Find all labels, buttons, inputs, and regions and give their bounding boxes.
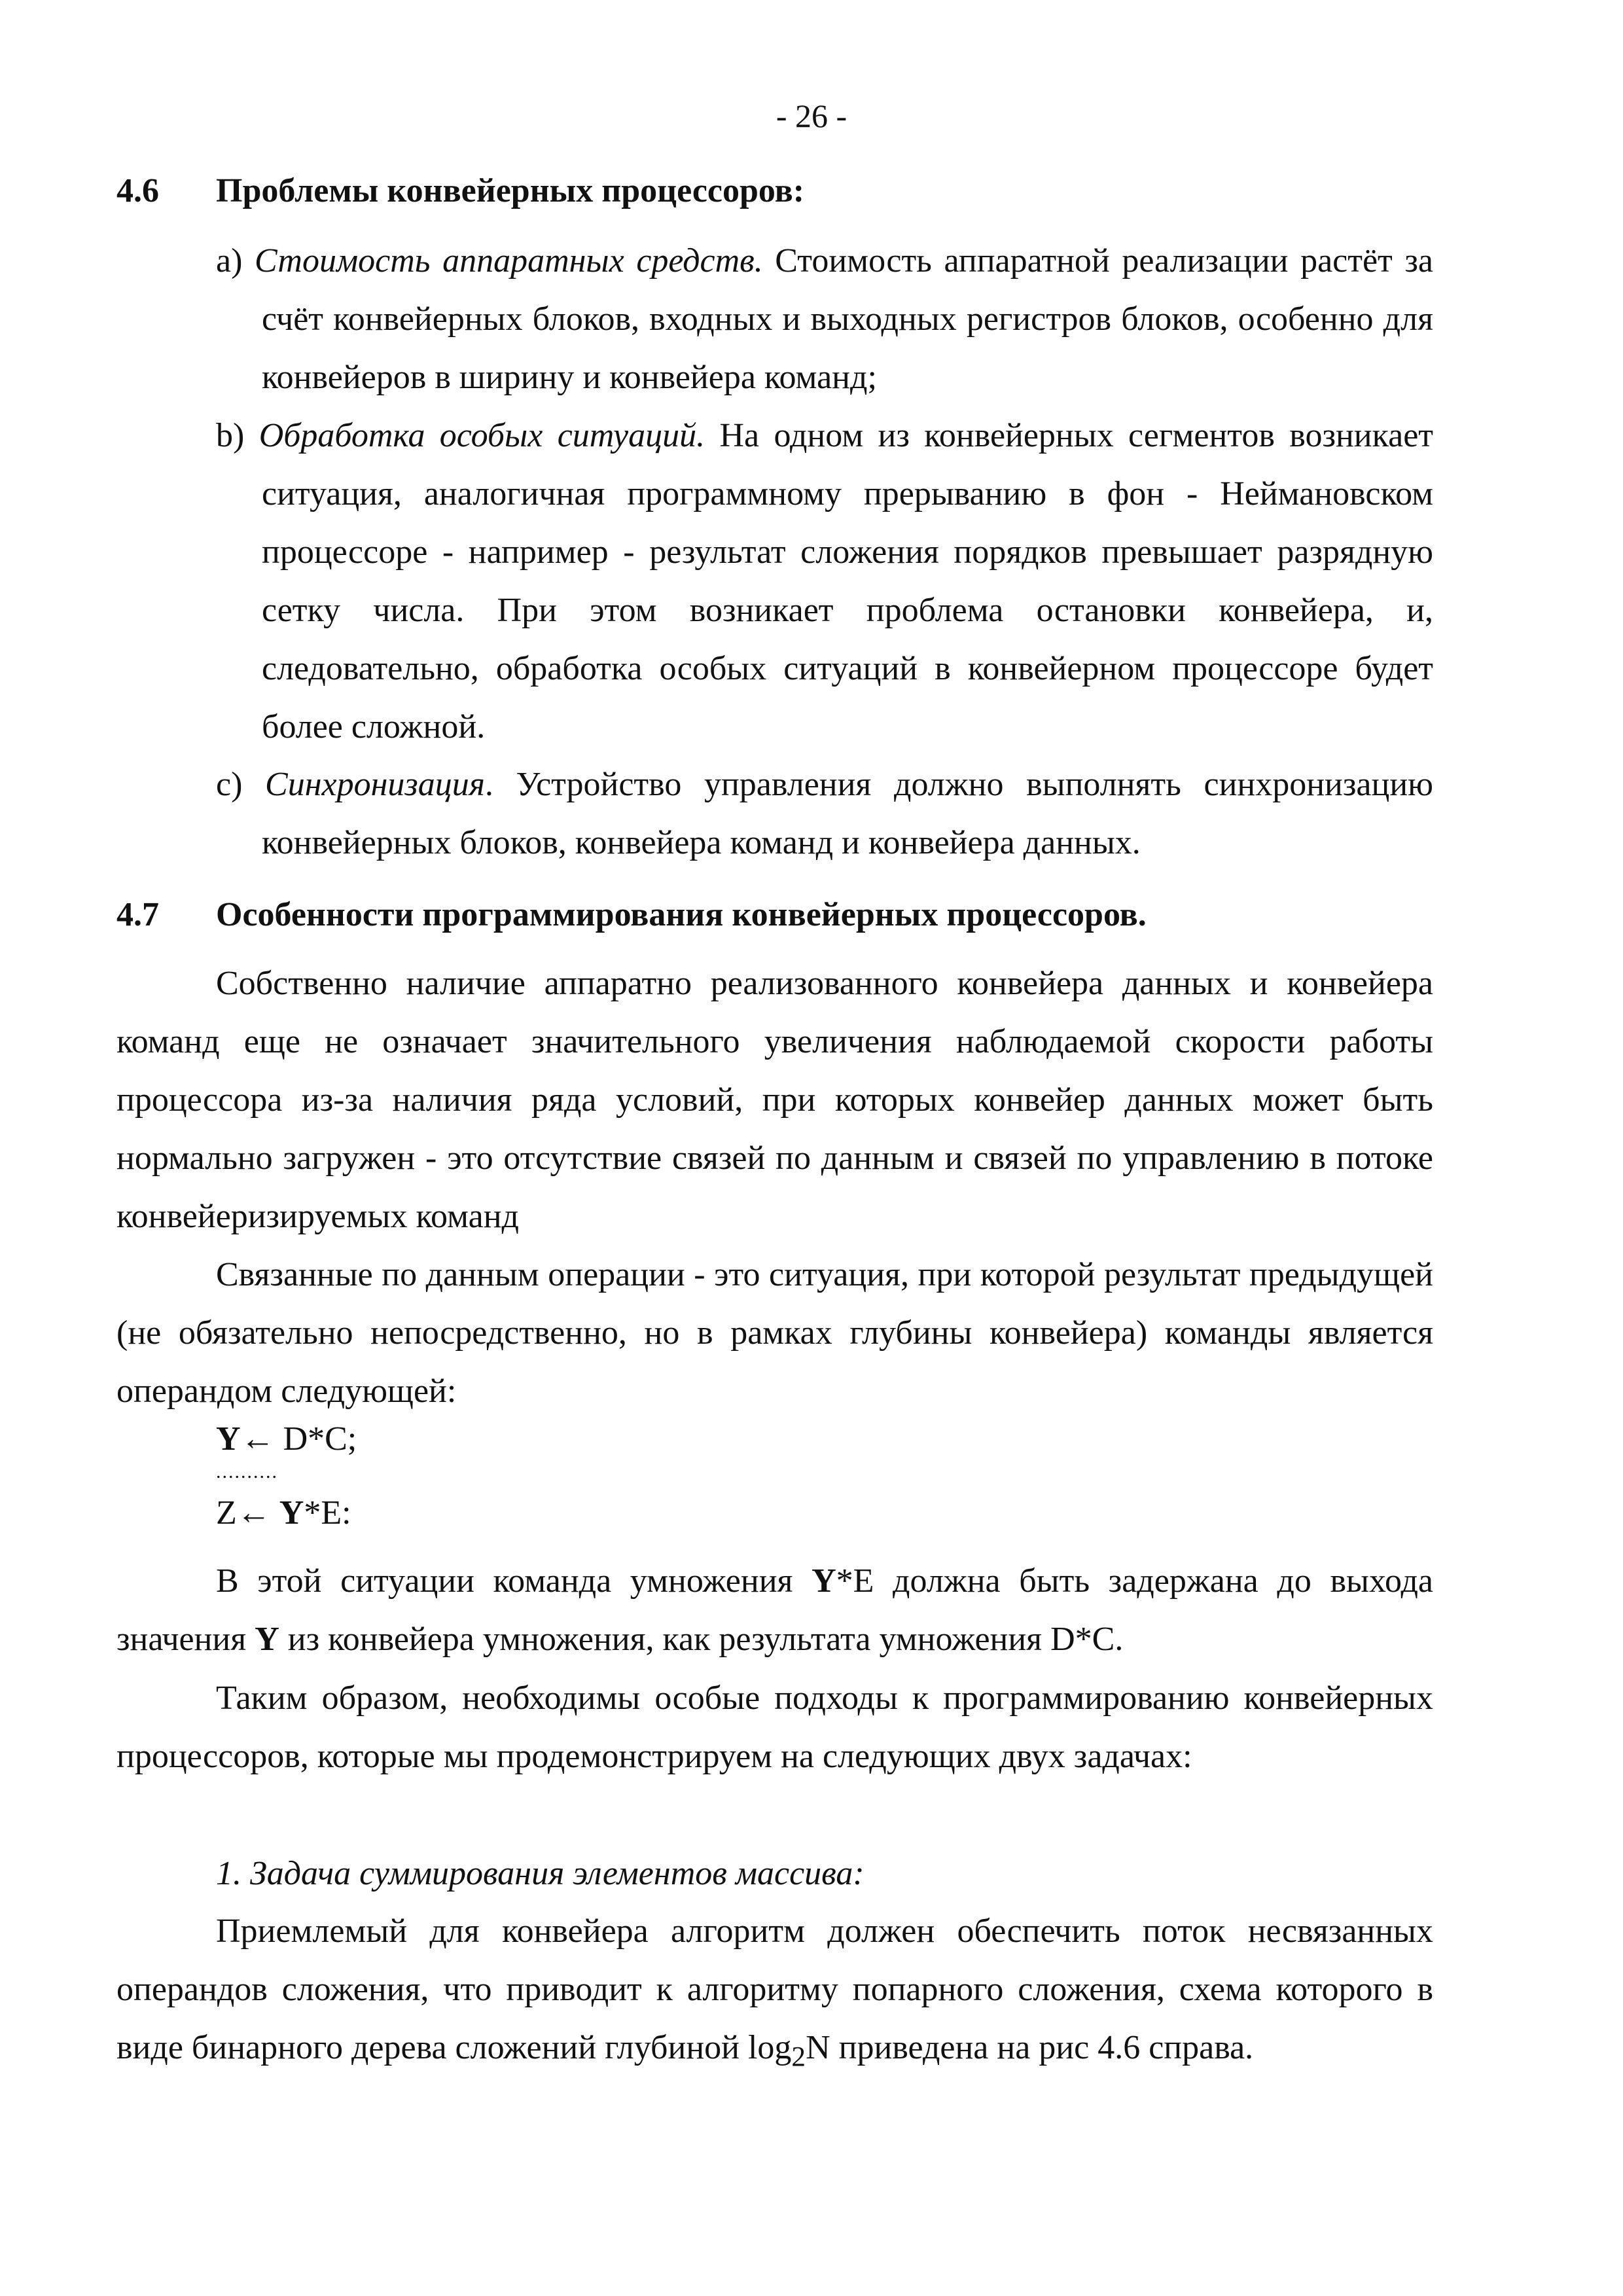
- list-term: Стоимость аппаратных средств.: [255, 242, 763, 279]
- task-heading: 1. Задача суммирования элементов массива:: [216, 1855, 865, 1892]
- list-term: Синхронизация: [265, 766, 485, 803]
- text-run: *E должна быть задержана до выхода значения: [116, 1562, 1434, 1658]
- code-var: Y: [216, 1420, 241, 1458]
- arrow-icon: ←: [240, 1420, 275, 1458]
- code-var: Y: [279, 1494, 304, 1532]
- section-heading-4-6: [116, 171, 804, 210]
- section-number: 4.6: [116, 172, 159, 209]
- list-text: На одном из конвейерных сегментов возникает ситуация, аналогичная программному прерыванию в фон - Неймановском процессоре - например - результат сложения порядков превышает разрядную сетку числа. При этом возникает проблема остановки конвейера, и, следовательно, обработка особых ситуаций в конвейерном процессоре будет более сложной.: [262, 417, 1433, 745]
- list-item-b: [216, 406, 1433, 756]
- text-run: Приемлемый для конвейера алгоритм должен обеспечить поток несвязанных операндов сложения, что приводит к алгоритму попарного сложения, схема которого в виде бинарного дерева сложений глубиной log: [116, 1912, 1433, 2066]
- text-run: N приведена на рис 4.6 справа.: [806, 2029, 1254, 2066]
- list-term: Обработка особых ситуаций.: [259, 417, 705, 454]
- paragraph-2: Связанные по данным операции - это ситуация, при которой результат предыдущей (не обязательно непосредственно, но в рамках глубины конвейера) команды является операндом следующей:: [116, 1256, 1433, 1410]
- list-marker: a): [216, 242, 243, 279]
- code-line-1: [216, 1420, 357, 1458]
- code-lhs: Z: [216, 1494, 237, 1532]
- section-title: Проблемы конвейерных процессоров:: [216, 172, 805, 209]
- paragraph-5: [116, 1902, 1433, 2086]
- list-item-a: [216, 232, 1433, 406]
- list-text: Стоимость аппаратной реализации растёт за счёт конвейерных блоков, входных и выходных регистров блоков, особенно для конвейеров в ширину и конвейера команд;: [262, 242, 1433, 396]
- text-run-bold: Y: [812, 1562, 836, 1600]
- arrow-icon: ←: [236, 1494, 271, 1532]
- page-number: - 26 -: [776, 98, 847, 134]
- ellipsis-dots: ..........: [216, 1461, 278, 1482]
- list-marker: b): [216, 417, 245, 454]
- code-line-2: [216, 1494, 351, 1532]
- code-expr: *E:: [304, 1494, 351, 1532]
- list-text: . Устройство управления должно выполнять синхронизацию конвейерных блоков, конвейера команд и конвейера данных.: [262, 766, 1434, 861]
- section-title: Особенности программирования конвейерных процессоров.: [216, 896, 1147, 933]
- text-run: В этой ситуации команда умножения: [216, 1562, 812, 1600]
- text-run: из конвейера умножения, как результата умножения D*C.: [279, 1621, 1124, 1658]
- subscript: 2: [791, 2041, 806, 2073]
- section-number: 4.7: [116, 896, 159, 933]
- paragraph-4: Таким образом, необходимы особые подходы к программированию конвейерных процессоров, которые мы продемонстрируем на следующих двух задачах:: [116, 1679, 1433, 1775]
- list-item-c: [216, 755, 1433, 872]
- text-run-bold: Y: [255, 1621, 279, 1658]
- section-heading-4-7: [116, 895, 1147, 934]
- paragraph-3: [116, 1552, 1433, 1668]
- code-expr: D*C;: [274, 1420, 357, 1458]
- list-marker: c): [216, 766, 243, 803]
- paragraph-1: Собственно наличие аппаратно реализованного конвейера данных и конвейера команд еще не означает значительного увеличения наблюдаемой скорости работы процессора из-за наличия ряда условий, при которых конвейер данных может быть нормально загружен - это отсутствие связей по данным и связей по управлению в потоке конвейеризируемых команд: [116, 965, 1433, 1235]
